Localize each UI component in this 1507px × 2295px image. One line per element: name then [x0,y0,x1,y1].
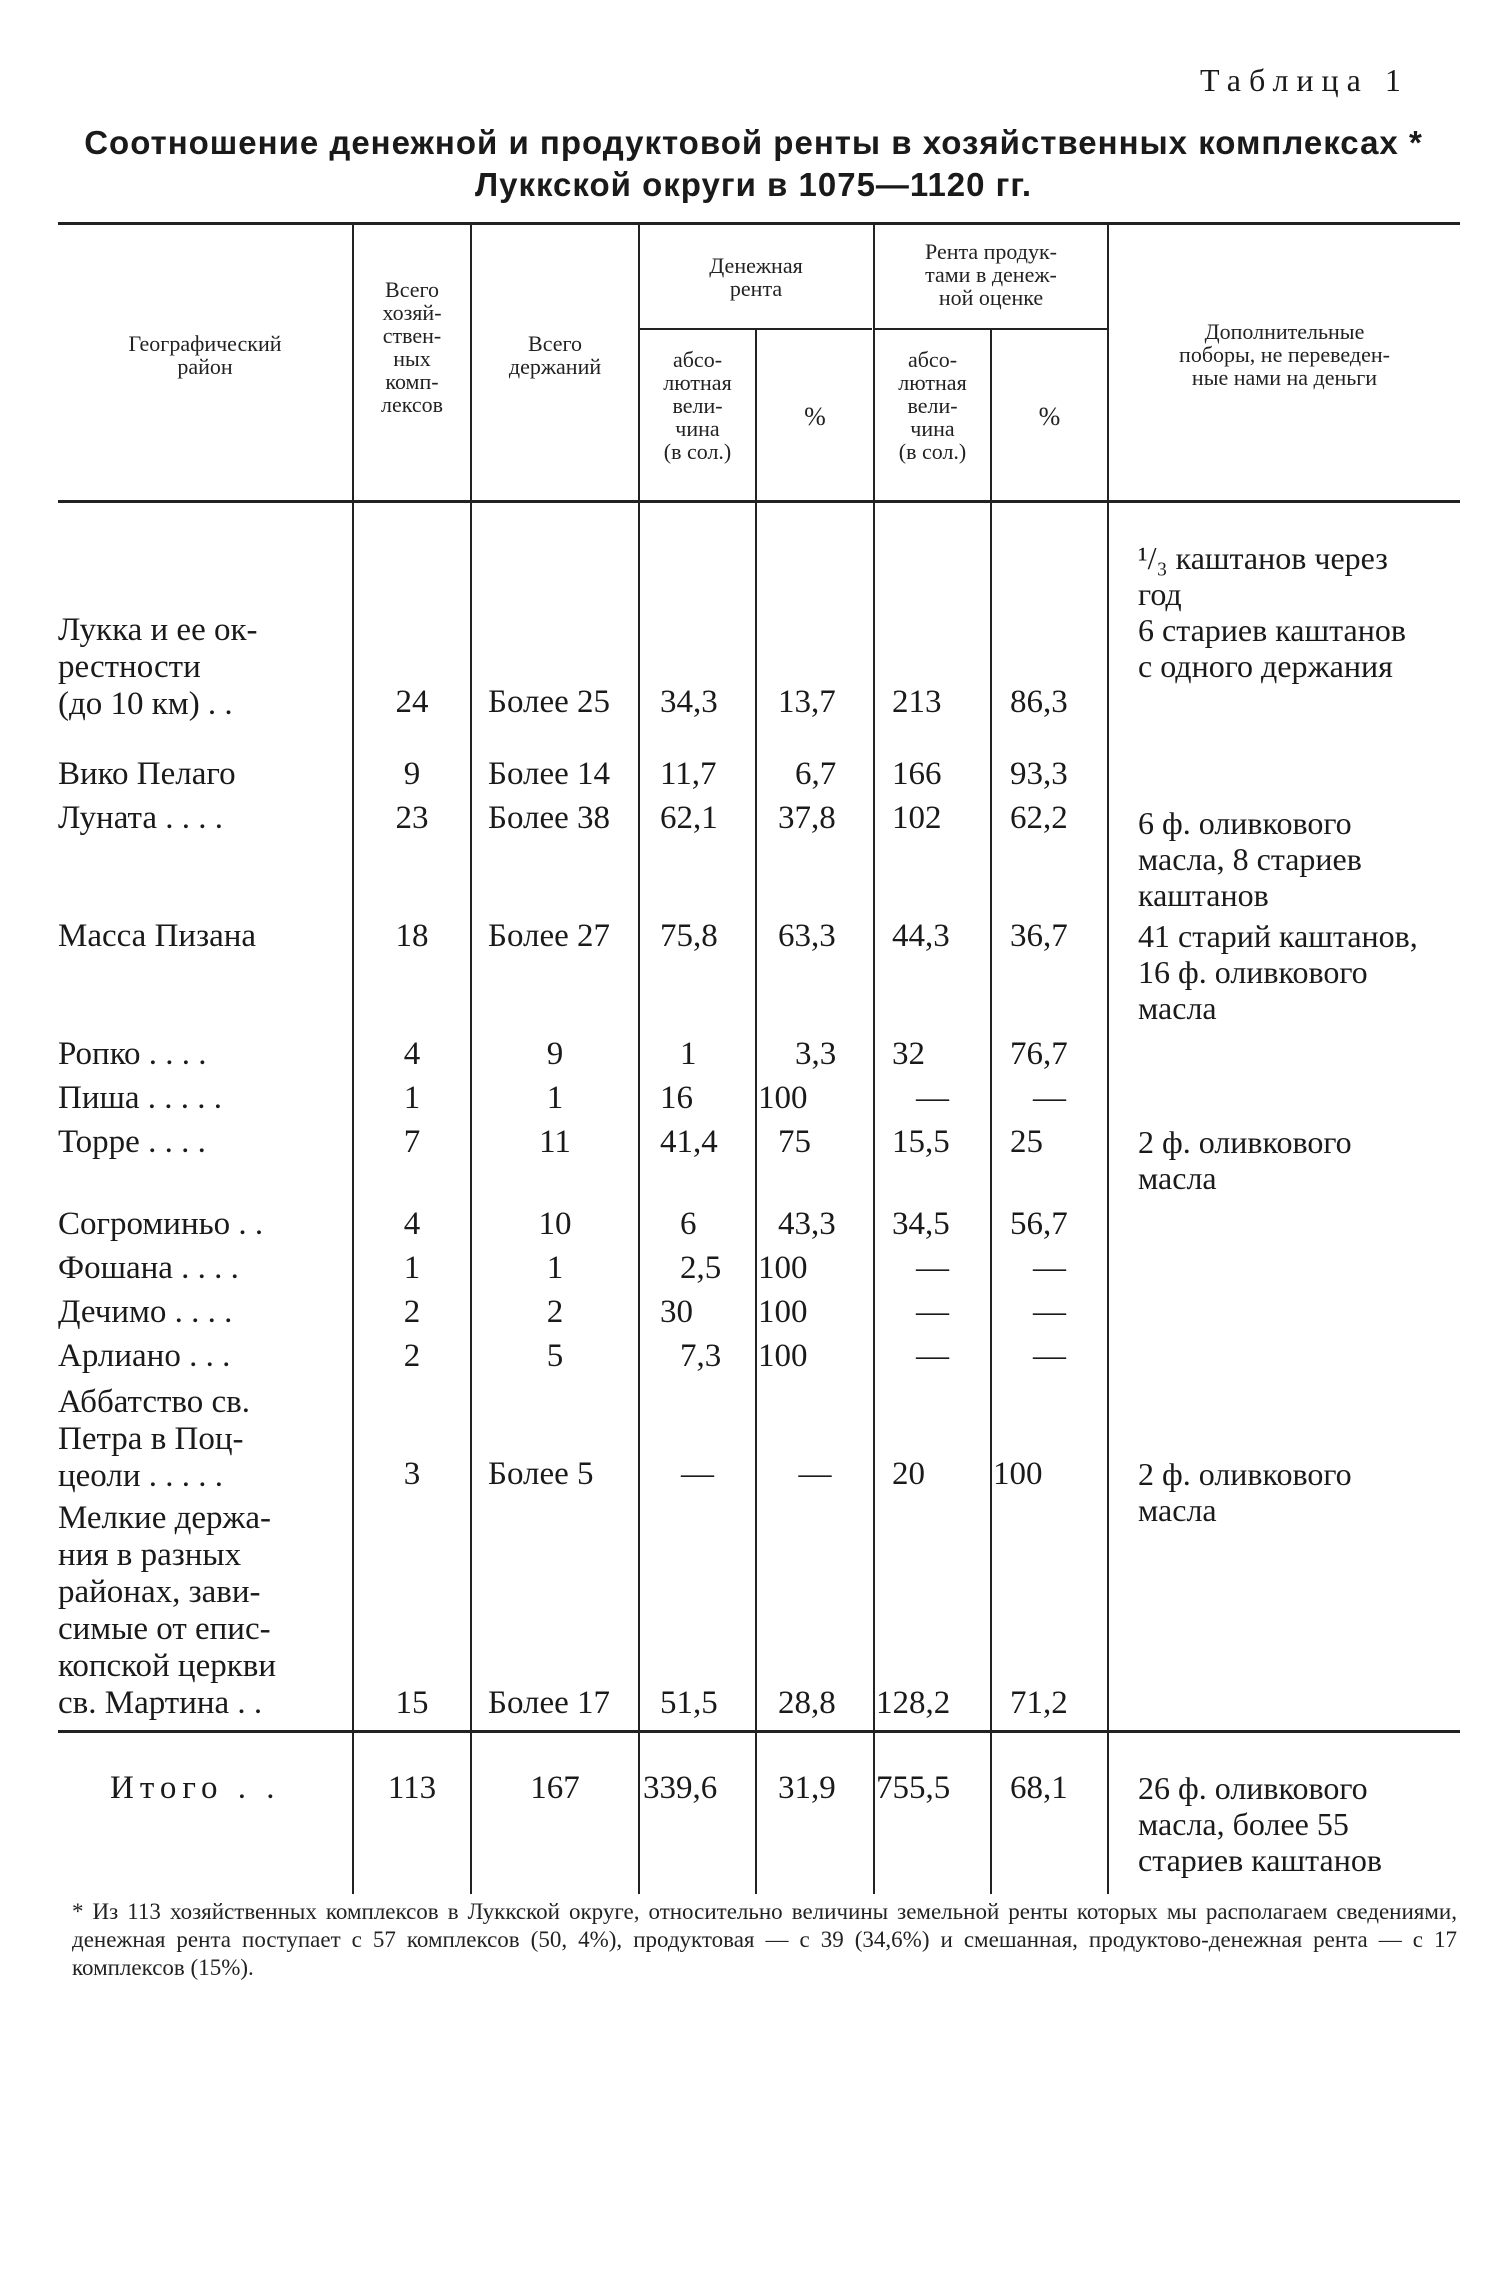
row-product-abs: 32 [892,1036,925,1072]
top-rule [58,222,1460,225]
row-region-name: Луната . . . . [58,800,223,836]
header-extra: Дополнительные поборы, не переведен- ные нами на деньги [1179,319,1390,390]
row-region-name: Масса Пизана [58,918,257,954]
row-holdings: Более 17 [488,1685,611,1721]
row-complexes: 9 [403,756,421,792]
row-money-abs: 75,8 [660,918,718,954]
row-complexes: 2 [403,1294,421,1330]
row-region-name: Мелкие держа- ния в разных районах, зави- симые от епис- копской церкви св. Мартина . . [58,1500,277,1721]
header-product-abs: абсо- лютная вели- чина (в сол.) [898,347,967,464]
row-holdings: 10 [538,1206,572,1242]
row-holdings: 9 [546,1036,564,1072]
row-extra: 6 ф. оливкового масла, 8 стариев каштанов [1138,805,1362,913]
total-money-pct: 31,9 [778,1770,836,1806]
row-holdings: 2 [546,1294,564,1330]
row-money-pct: — [798,1456,832,1492]
total-complexes: 113 [387,1770,437,1806]
row-product-abs: 20 [892,1456,925,1492]
row-region-name: Пиша . . . . . [58,1080,223,1116]
row-product-abs: 34,5 [892,1206,950,1242]
row-complexes: 2 [403,1338,421,1374]
row-product-pct: — [1033,1294,1066,1330]
row-region-name: Лукка и ее ок- рестности (до 10 км) . . [58,612,258,722]
row-complexes: 3 [403,1456,421,1492]
col-line-5 [873,224,875,1894]
col-line-7 [1107,224,1109,1894]
row-holdings: 1 [546,1080,564,1116]
row-complexes: 23 [395,800,429,836]
row-money-abs: — [681,1456,714,1492]
row-complexes: 1 [403,1250,421,1286]
header-region: Географический район [128,331,282,379]
row-holdings: Более 38 [488,800,611,836]
row-holdings: 1 [546,1250,564,1286]
header-holdings: Всего держаний [508,331,602,379]
row-complexes: 24 [395,684,429,720]
total-money-abs: 339,6 [643,1770,718,1806]
row-holdings: Более 5 [488,1456,594,1492]
row-holdings: 5 [546,1338,564,1374]
row-extra: ¹/₃ каштанов через год 6 стариев каштанов с одного держания [1138,540,1406,684]
row-money-pct: 100 [758,1338,808,1374]
header-money-rent: Денежная рента [709,253,803,301]
row-region-name: Торре . . . . [58,1124,206,1160]
row-product-pct: 62,2 [1010,800,1068,836]
row-money-pct: 28,8 [778,1685,836,1721]
row-region-name: Вико Пелаго [58,756,236,792]
row-product-abs: 15,5 [892,1124,950,1160]
row-money-pct: 3,3 [795,1036,837,1072]
row-money-pct: 37,8 [778,800,836,836]
row-money-abs: 62,1 [660,800,718,836]
row-product-abs: 213 [892,684,942,720]
row-money-abs: 6 [680,1206,697,1242]
row-complexes: 4 [403,1036,421,1072]
row-money-pct: 13,7 [778,684,836,720]
footnote: * Из 113 хозяйственных комплексов в Луккской округе, относительно величины земельной ренты которых мы располагаем сведениями, денежная рента поступает с 57 комплексов (50, 4%), продуктовая — с 39 (34,6%) и смешанная, продуктово-денежная рента — с 17 комплексов (15%). [72,1899,1457,1980]
row-holdings: Более 14 [488,756,611,792]
col-line-3 [638,224,640,1894]
table-number: Таблица 1 [1200,62,1409,98]
row-holdings: Более 27 [488,918,611,954]
row-extra: 2 ф. оливкового масла [1138,1456,1352,1528]
table-title-line-2: Луккской округи в 1075—1120 гг. [474,166,1033,203]
row-money-abs: 30 [660,1294,693,1330]
row-product-pct: — [1033,1250,1066,1286]
row-money-abs: 11,7 [660,756,717,792]
row-product-abs: — [916,1250,949,1286]
row-region-name: Ропко . . . . [58,1036,207,1072]
row-product-pct: 100 [993,1456,1043,1492]
row-product-pct: — [1033,1080,1066,1116]
total-top-rule [58,1730,1460,1733]
row-product-pct: 25 [1010,1124,1043,1160]
header-bottom-rule [58,500,1460,503]
row-money-pct: 100 [758,1294,808,1330]
row-product-pct: 86,3 [1010,684,1068,720]
row-product-pct: 93,3 [1010,756,1068,792]
total-product-pct: 68,1 [1010,1770,1068,1806]
row-money-abs: 34,3 [660,684,718,720]
header-product-pct: % [1038,402,1061,431]
row-product-pct: — [1033,1338,1066,1374]
row-product-abs: 44,3 [892,918,950,954]
row-money-pct: 43,3 [778,1206,836,1242]
row-extra: 41 старий каштанов, 16 ф. оливкового масла [1138,918,1418,1026]
header-product-rent: Рента продук- тами в денеж- ной оценке [925,239,1057,310]
row-product-abs: 166 [892,756,942,792]
row-product-abs: — [916,1338,949,1374]
row-money-pct: 100 [758,1250,808,1286]
row-complexes: 1 [403,1080,421,1116]
row-product-pct: 71,2 [1010,1685,1068,1721]
row-region-name: Аббатство св. Петра в Поц- цеоли . . . . . [58,1384,251,1494]
row-holdings: 11 [539,1124,571,1160]
row-product-pct: 56,7 [1010,1206,1068,1242]
table-title-line-1: Соотношение денежной и продуктовой ренты в хозяйственных комплексах * [84,124,1423,161]
row-region-name: Арлиано . . . [58,1338,231,1374]
row-complexes: 18 [395,918,429,954]
header-money-pct: % [804,402,826,431]
total-extra: 26 ф. оливкового масла, более 55 стариев каштанов [1138,1770,1382,1878]
col-line-4 [755,330,757,1894]
row-product-pct: 76,7 [1010,1036,1068,1072]
row-money-pct: 6,7 [795,756,837,792]
row-product-abs: — [916,1080,949,1116]
row-complexes: 7 [403,1124,421,1160]
header-money-abs: абсо- лютная вели- чина (в сол.) [663,347,732,464]
row-product-abs: 128,2 [876,1685,951,1721]
row-money-pct: 100 [758,1080,808,1116]
total-label: Итого . . [110,1770,281,1806]
row-money-abs: 41,4 [660,1124,718,1160]
row-extra: 2 ф. оливкового масла [1138,1124,1352,1196]
row-region-name: Согроминьо . . [58,1206,264,1242]
row-product-abs: — [916,1294,949,1330]
row-money-pct: 75 [778,1124,811,1160]
row-money-abs: 1 [680,1036,697,1072]
row-product-abs: 102 [892,800,942,836]
row-money-abs: 2,5 [680,1250,722,1286]
row-money-abs: 51,5 [660,1685,718,1721]
row-money-abs: 7,3 [680,1338,722,1374]
row-region-name: Дечимо . . . . [58,1294,233,1330]
row-money-pct: 63,3 [778,918,836,954]
row-money-abs: 16 [660,1080,693,1116]
row-holdings: Более 25 [488,684,611,720]
header-complexes: Всего хозяй- ствен- ных комп- лексов [380,277,444,417]
row-product-pct: 36,7 [1010,918,1068,954]
row-complexes: 4 [403,1206,421,1242]
row-region-name: Фошана . . . . [58,1250,239,1286]
total-product-abs: 755,5 [876,1770,951,1806]
total-holdings: 167 [530,1770,580,1806]
row-complexes: 15 [395,1685,429,1721]
